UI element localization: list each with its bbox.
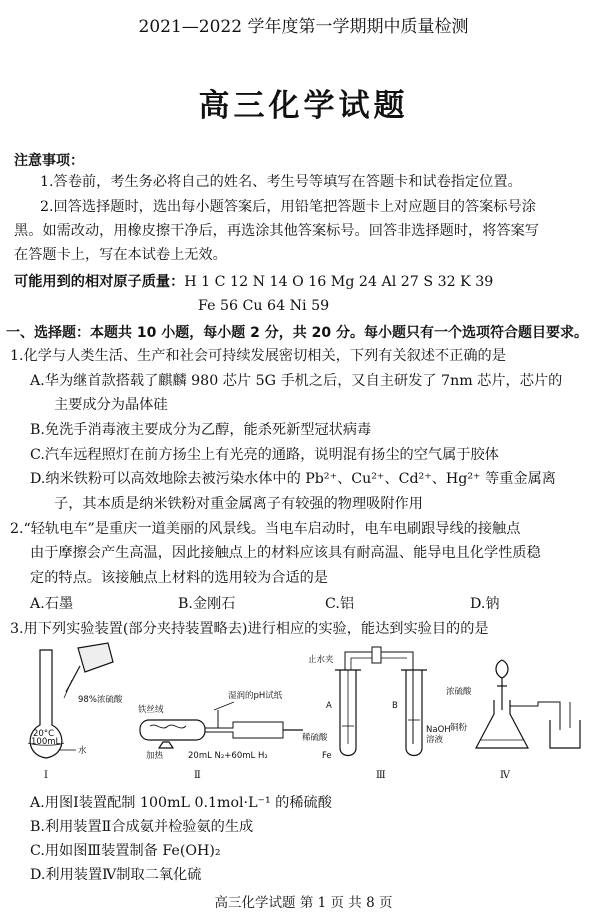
atomic-masses-line-2: Fe 56 Cu 64 Ni 59 (198, 298, 330, 314)
label-naoh: NaOH (426, 725, 451, 735)
q1-option-a-line-2: 主要成分为晶体硅 (54, 397, 168, 413)
q2-option-a: A.石墨 (30, 596, 74, 612)
label-roman-3: Ⅲ (376, 770, 386, 781)
reagent-bottle-icon (78, 643, 113, 672)
q3-option-c: C.用如图Ⅲ装置制备 Fe(OH)₂ (30, 843, 221, 859)
q1-stem: 1.化学与人类生活、生产和社会可持续发展密切相关，下列有关叙述不正确的是 (10, 348, 506, 364)
notes-heading: 注意事项： (14, 153, 84, 169)
gas-bottle-icon (550, 720, 580, 748)
notes-item-2-line-2: 黑。如需改动，用橡皮擦干净后，再选涂其他答案标号。回答非选择题时，将答案写 (14, 223, 539, 239)
atomic-masses-label: 可能用到的相对原子质量： (14, 274, 185, 290)
q3-option-a: A.用图Ⅰ装置配制 100mL 0.1mol·L⁻¹ 的稀硫酸 (30, 795, 332, 811)
apparatus-1 (28, 643, 123, 781)
q3-apparatus-figure (18, 640, 593, 790)
label-roman-4: Ⅳ (500, 770, 510, 781)
label-roman-1: Ⅰ (44, 770, 48, 781)
label-tube-b: B (392, 701, 398, 711)
label-copper-powder: 铜粉 (450, 723, 468, 733)
label-heating: 加热 (146, 751, 164, 761)
label-conc-acid: 浓硫酸 (446, 687, 472, 697)
label-ph-paper: 湿润的pH试纸 (228, 691, 283, 701)
burner-icon (159, 742, 173, 748)
label-flask-temp: 20°C (33, 729, 55, 739)
q2-option-b: B.金刚石 (178, 596, 236, 612)
q3-option-d: D.利用装置Ⅳ制取二氧化硫 (30, 867, 202, 883)
exam-period-title: 2021—2022 学年度第一学期期中质量检测 (138, 17, 469, 37)
label-roman-2: Ⅱ (194, 770, 201, 781)
label-iron-wool: 铁丝绒 (138, 705, 164, 715)
notes-item-2-line-3: 在答题卡上，写在本试卷上无效。 (14, 247, 227, 263)
q3-option-b: B.利用装置Ⅱ合成氨并检验氨的生成 (30, 819, 254, 835)
label-tube-a: A (326, 701, 332, 711)
apparatus-2 (138, 690, 303, 781)
apparatus-4 (446, 660, 580, 781)
page-footer: 高三化学试题 第 1 页 共 8 页 (214, 895, 393, 911)
atomic-masses-line-1 (14, 272, 493, 292)
q3-stem: 3.用下列实验装置(部分夹持装置略去)进行相应的实验，能达到实验目的的是 (10, 621, 489, 637)
notes-item-2-line-1: 2.回答选择题时，选出每小题答案后，用铅笔把答题卡上对应题目的答案标号涂 (40, 199, 536, 215)
page-title: 高三化学试题 (198, 88, 409, 124)
label-gas-mix: 20mL N₂+60mL H₂ (188, 751, 268, 761)
label-flask-volume: 100mL (31, 737, 61, 747)
q2-option-c: C.铝 (325, 596, 355, 612)
q1-option-b: B.免洗手消毒液主要成分为乙醇，能杀死新型冠状病毒 (30, 422, 372, 438)
label-98-acid: 98%浓硫酸 (78, 695, 123, 705)
q1-option-d-line-1: D.纳米铁粉可以高效地除去被污染水体中的 Pb²⁺、Cu²⁺、Cd²⁺、Hg²⁺ 等重金属离 (30, 471, 556, 487)
q2-stem-line-1: 2.“轻轨电车”是重庆一道美丽的风景线。当电车启动时，电车电刷跟导线的接触点 (10, 521, 521, 537)
label-water: 水 (78, 746, 87, 756)
atomic-masses-values-1: H 1 C 12 N 14 O 16 Mg 24 Al 27 S 32 K 39 (184, 274, 494, 290)
q1-option-c: C.汽车远程照灯在前方扬尘上有光亮的通路，说明混有扬尘的空气属于胶体 (30, 447, 499, 463)
q1-option-d-line-2: 子，其本质是纳米铁粉对重金属离子有较强的物理吸附作用 (54, 496, 423, 512)
label-water-clamp: 止水夹 (308, 655, 334, 665)
separatory-funnel-icon (496, 660, 508, 678)
label-fe: Fe (322, 751, 332, 761)
apparatus-3 (302, 647, 451, 781)
q2-option-d: D.钠 (470, 596, 500, 612)
label-dilute-acid: 稀硫酸 (302, 733, 328, 743)
reaction-tube-icon (140, 720, 205, 740)
q1-option-a-line-1: A.华为继首款搭载了麒麟 980 芯片 5G 手机之后，又自主研发了 7nm 芯片，芯片的 (30, 373, 563, 389)
label-solution: 溶液 (426, 735, 444, 745)
notes-item-1: 1.答卷前，考生务必将自己的姓名、考生号等填写在答题卡和试卷指定位置。 (40, 174, 522, 190)
q2-stem-line-3: 定的特点。该接触点上材料的选用较为合适的是 (30, 570, 328, 586)
section-1-heading: 一、选择题：本题共 10 小题，每小题 2 分，共 20 分。每小题只有一个选项符合题目要求。 (6, 325, 588, 341)
test-tube-b-icon (406, 670, 422, 756)
q2-stem-line-2: 由于摩擦会产生高温，因此接触点上的材料应该具有耐高温、能导电且化学性质稳 (30, 545, 541, 561)
